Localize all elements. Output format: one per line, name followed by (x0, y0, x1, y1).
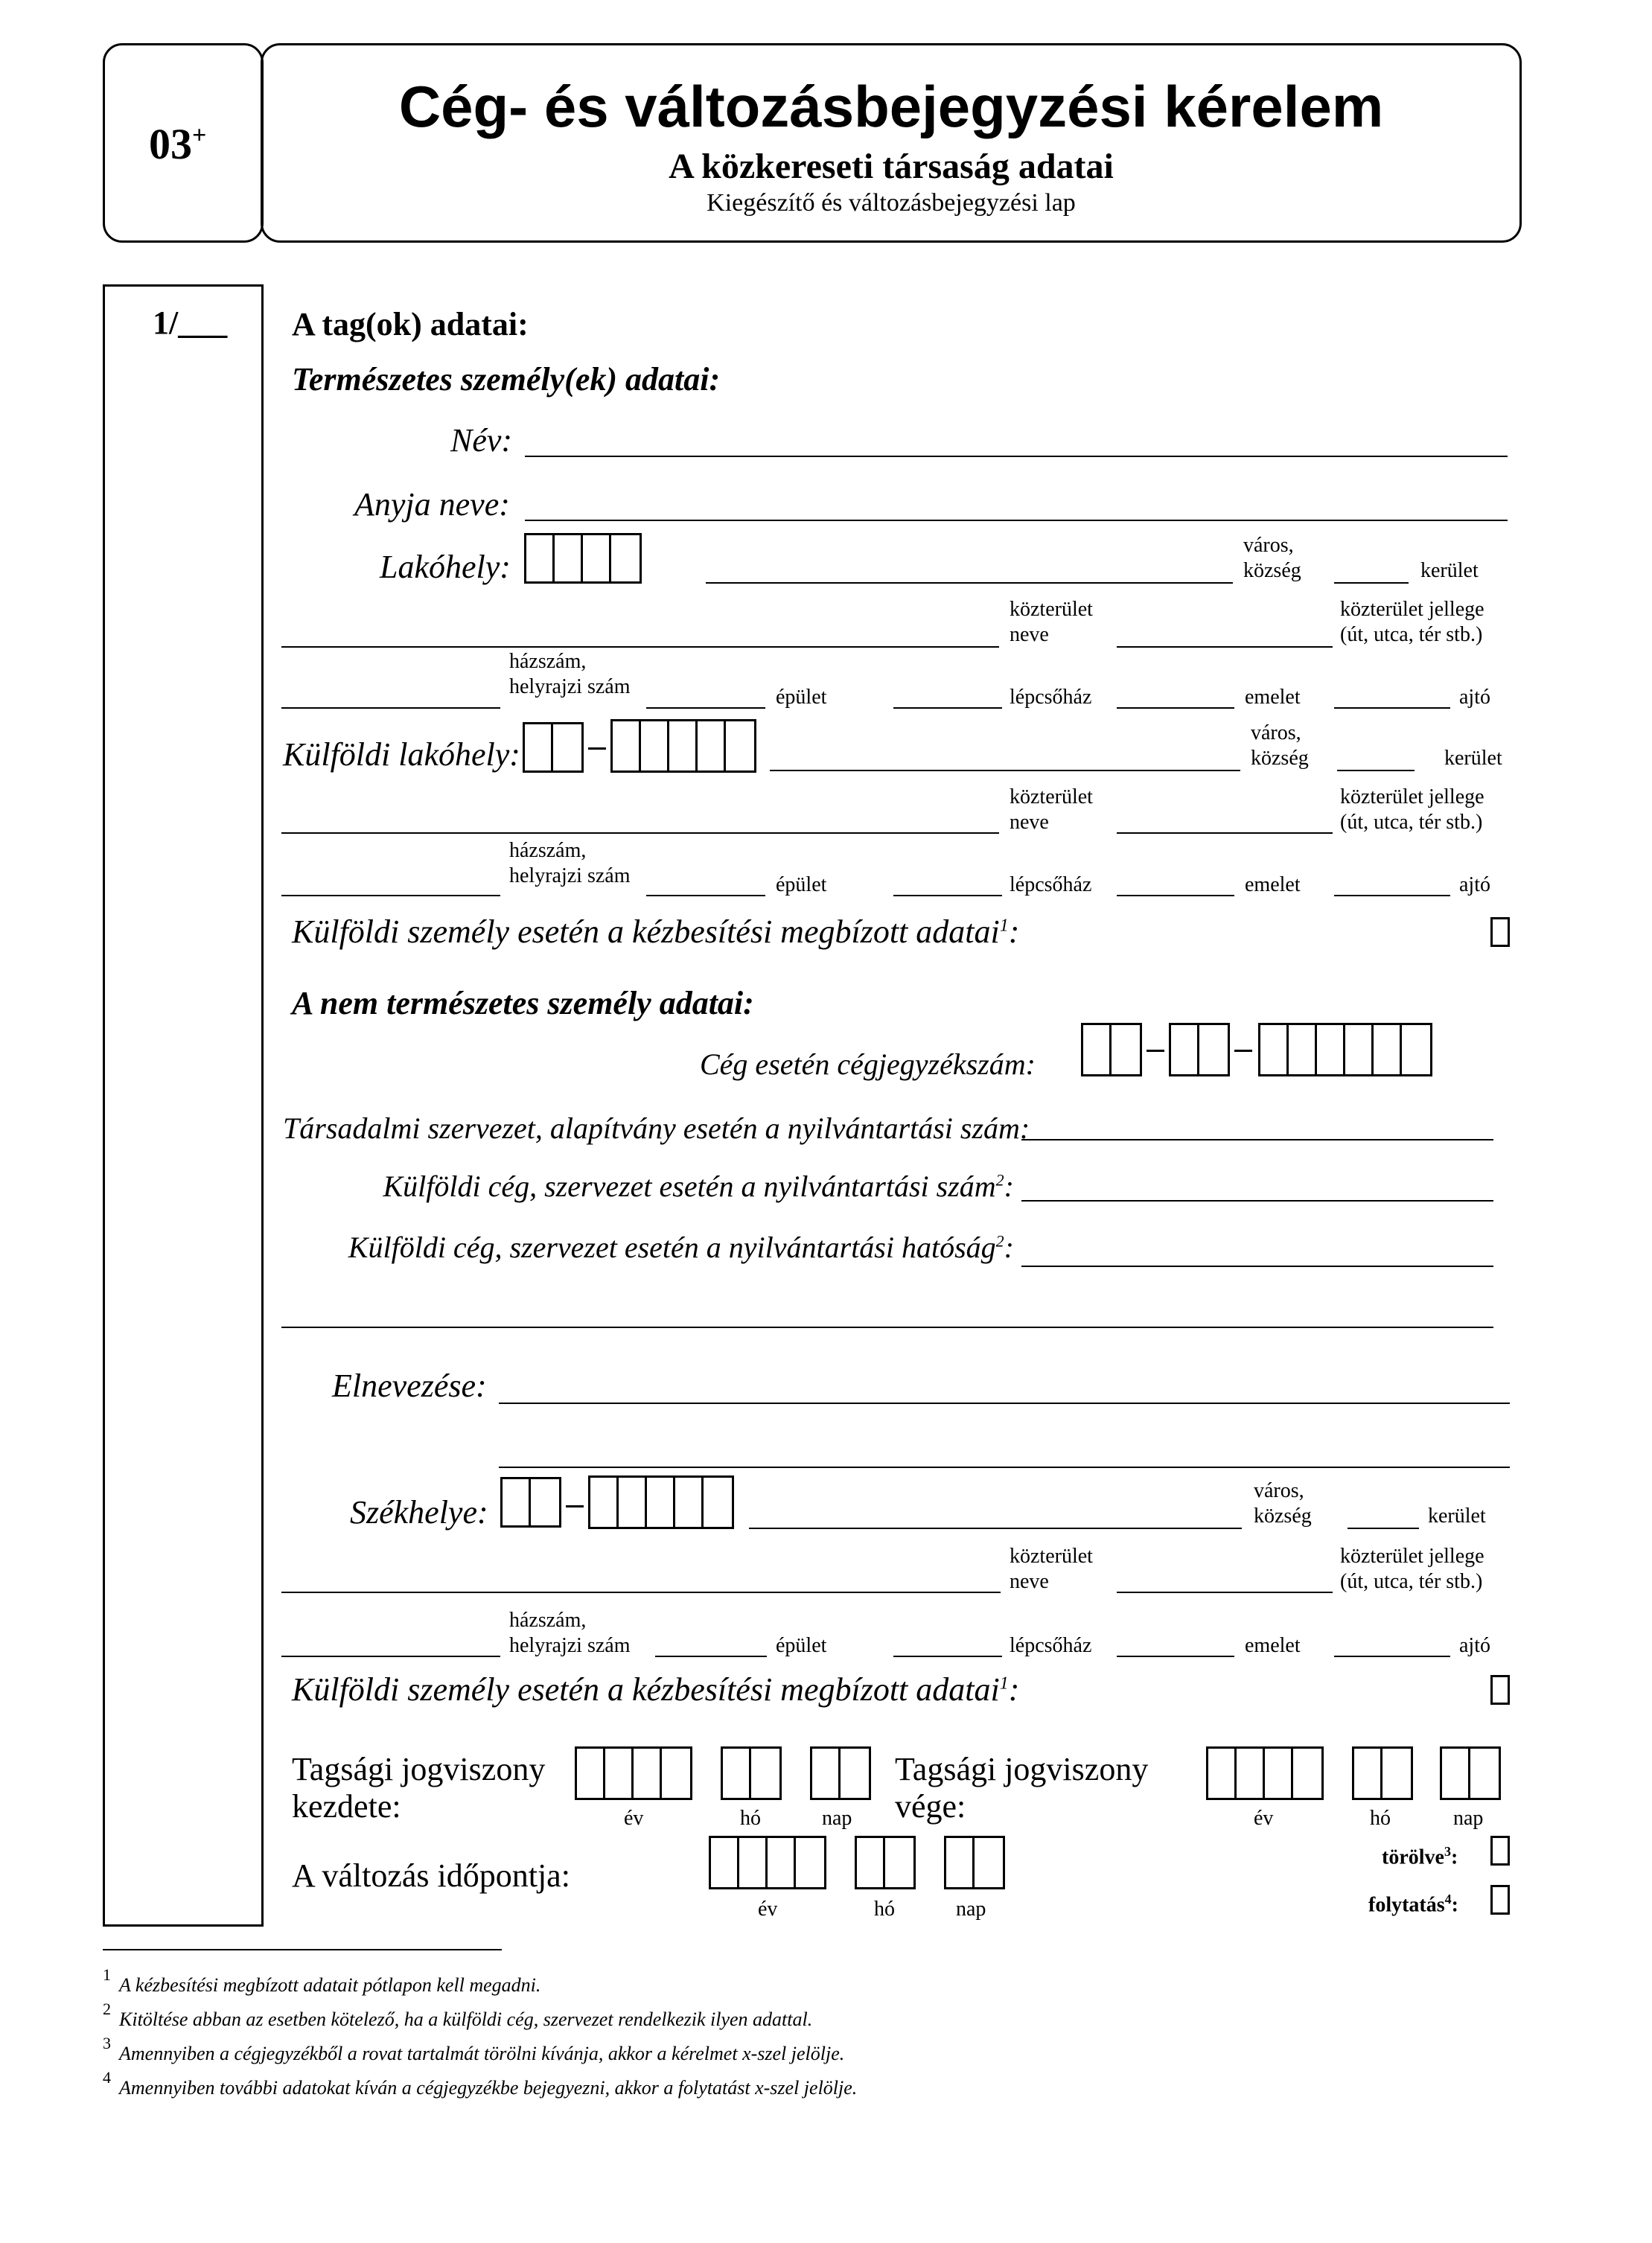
footnote-4-text: Amennyiben további adatokat kíván a cégjegyzékbe bejegyezni, akkor a folytatást x-szel jelölje. (119, 2077, 858, 2099)
delegate-label (292, 913, 1019, 951)
seat-house-number-field[interactable] (281, 1656, 500, 1657)
residence-staircase-field[interactable] (893, 707, 1002, 709)
foreign-staircase-label: lépcsőház (1010, 873, 1092, 896)
footnote-3-number: 3 (103, 2034, 111, 2052)
change-year-label: év (758, 1898, 778, 1921)
deleted-checkbox[interactable] (1490, 1836, 1510, 1866)
membership-end-year-cells[interactable] (1206, 1746, 1324, 1800)
membership-end-label: Tagsági jogviszony vége: (895, 1751, 1149, 1825)
company-registration-label: Cég esetén cégjegyzékszám: (700, 1047, 1036, 1081)
foreign-street-type-field[interactable] (1117, 832, 1333, 834)
district-label: kerület (1420, 559, 1479, 582)
door-label: ajtó (1459, 686, 1490, 709)
deleted-text: törölve (1382, 1845, 1444, 1869)
residence-house-number-field[interactable] (281, 707, 500, 709)
foreign-reg-authority-field[interactable] (1021, 1266, 1493, 1267)
seat-door-label: ajtó (1459, 1634, 1490, 1657)
members-heading: A tag(ok) adatai: (292, 306, 529, 342)
footnote-3 (103, 2034, 845, 2065)
seat-floor-label: emelet (1245, 1634, 1301, 1657)
residence-city-field[interactable] (706, 582, 1233, 584)
seat-building-label: épület (776, 1634, 827, 1657)
foreign-reg-authority-label (283, 1230, 1014, 1265)
change-month-label: hó (874, 1898, 895, 1921)
seat-building-field[interactable] (655, 1656, 767, 1657)
continuation-sup: 4 (1444, 1892, 1452, 1907)
form-code-sup: + (192, 121, 207, 150)
non-natural-person-heading: A nem természetes személy adatai: (292, 985, 754, 1021)
foreign-floor-label: emelet (1245, 873, 1301, 896)
residence-building-field[interactable] (646, 707, 765, 709)
building-label: épület (776, 686, 827, 709)
seat-staircase-label: lépcsőház (1010, 1634, 1092, 1657)
seat-delegate-colon: : (1008, 1671, 1020, 1708)
company-reg-dash-2 (1234, 1050, 1252, 1052)
foreign-reg-number-text: Külföldi cég, szervezet esetén a nyilvántartási szám (383, 1170, 996, 1203)
foreign-street-name-label: közterület neve (1010, 785, 1093, 834)
civil-org-field[interactable] (1021, 1139, 1493, 1140)
staircase-label: lépcsőház (1010, 686, 1092, 709)
footnote-3-text: Amennyiben a cégjegyzékből a rovat tartalmát törölni kívánja, akkor a kérelmet x-szel jelölje. (119, 2043, 845, 2064)
delegate-colon: : (1008, 913, 1020, 950)
deleted-sup: 3 (1444, 1844, 1451, 1859)
deleted-label (1382, 1839, 1458, 1870)
seat-street-type-field[interactable] (1117, 1592, 1333, 1593)
membership-start-year-cells[interactable] (575, 1746, 692, 1800)
continuation-checkbox[interactable] (1490, 1885, 1510, 1915)
residence-label: Lakóhely: (380, 549, 511, 585)
footnote-4 (103, 2068, 858, 2099)
seat-delegate-checkbox[interactable] (1490, 1675, 1510, 1705)
foreign-city-label: város, község (1251, 721, 1309, 770)
seat-delegate-sup: 1 (999, 1674, 1009, 1694)
foreign-street-type-label: közterület jellege (út, utca, tér stb.) (1340, 785, 1484, 834)
change-day-label: nap (956, 1898, 986, 1921)
foreign-floor-field[interactable] (1117, 895, 1234, 896)
name-field[interactable] (525, 456, 1508, 457)
footnote-separator (103, 1949, 502, 1950)
seat-postcode-cells[interactable] (588, 1475, 734, 1529)
seat-floor-field[interactable] (1117, 1656, 1234, 1657)
footnote-1-text: A kézbesítési megbízott adatait pótlapon kell megadni. (119, 1974, 541, 1996)
foreign-reg-authority-text: Külföldi cég, szervezet esetén a nyilvántartási hatóság (348, 1231, 996, 1264)
membership-start-year-label: év (624, 1807, 644, 1830)
seat-street-type-label: közterület jellege (út, utca, tér stb.) (1340, 1545, 1484, 1593)
foreign-staircase-field[interactable] (893, 895, 1002, 896)
residence-street-type-field[interactable] (1117, 646, 1333, 648)
foreign-building-label: épület (776, 873, 827, 896)
membership-start-day-cells[interactable] (810, 1746, 871, 1800)
membership-end-month-cells[interactable] (1352, 1746, 1413, 1800)
form-subsubtitle: Kiegészítő és változásbejegyzési lap (707, 189, 1076, 217)
form-code-text: 03 (149, 120, 192, 168)
org-name-field[interactable] (499, 1403, 1510, 1404)
foreign-house-number-label: házszám, helyrajzi szám (509, 839, 631, 887)
membership-start-month-label: hó (740, 1807, 761, 1830)
company-reg-court-cells[interactable] (1081, 1023, 1142, 1076)
seat-staircase-field[interactable] (893, 1656, 1002, 1657)
delegate-checkbox[interactable] (1490, 917, 1510, 947)
company-reg-form-cells[interactable] (1169, 1023, 1230, 1076)
change-day-cells[interactable] (944, 1836, 1005, 1889)
org-name-field-2[interactable] (499, 1467, 1510, 1468)
foreign-country-cells[interactable] (523, 722, 584, 773)
change-month-cells[interactable] (855, 1836, 916, 1889)
mother-name-label: Anyja neve: (354, 486, 510, 523)
section-number: 1/___ (153, 304, 228, 341)
seat-house-number-label: házszám, helyrajzi szám (509, 1609, 631, 1657)
section-number-column (103, 284, 264, 1927)
city-label: város, község (1243, 534, 1301, 582)
foreign-residence-label: Külföldi lakóhely: (283, 736, 520, 773)
delegate-label-text: Külföldi személy esetén a kézbesítési megbízott adatai (292, 913, 1000, 950)
change-date-label: A változás időpontja: (292, 1857, 570, 1894)
civil-org-label: Társadalmi szervezet, alapítvány esetén a nyilvántartási szám: (283, 1111, 1030, 1145)
residence-street-field[interactable] (281, 646, 999, 648)
seat-country-cells[interactable] (500, 1477, 561, 1528)
membership-start-month-cells[interactable] (721, 1746, 782, 1800)
seat-city-label: város, község (1254, 1479, 1312, 1528)
residence-floor-field[interactable] (1117, 707, 1234, 709)
seat-district-field[interactable] (1348, 1528, 1419, 1529)
foreign-door-label: ajtó (1459, 873, 1490, 896)
footnote-2 (103, 2000, 813, 2031)
seat-city-field[interactable] (749, 1528, 1242, 1529)
membership-start-label: Tagsági jogviszony kezdete: (292, 1751, 546, 1825)
seat-delegate-label (292, 1671, 1019, 1708)
form-title: Cég- és változásbejegyzési kérelem (398, 74, 1384, 139)
foreign-city-field[interactable] (770, 770, 1240, 771)
footnote-1 (103, 1965, 541, 1997)
continuation-label (1368, 1886, 1458, 1918)
street-name-label: közterület neve (1010, 598, 1093, 646)
foreign-reg-number-colon: : (1004, 1170, 1014, 1203)
residence-door-field[interactable] (1334, 707, 1450, 709)
form-subtitle: A közkereseti társaság adatai (669, 147, 1114, 186)
foreign-postcode-dash (588, 747, 606, 750)
membership-end-day-cells[interactable] (1440, 1746, 1501, 1800)
foreign-door-field[interactable] (1334, 895, 1450, 896)
continuation-colon: : (1451, 1893, 1458, 1917)
seat-street-field[interactable] (281, 1592, 1001, 1593)
mother-name-field[interactable] (525, 520, 1508, 521)
foreign-reg-number-sup: 2 (995, 1170, 1004, 1190)
deleted-colon: : (1450, 1845, 1458, 1869)
foreign-street-field[interactable] (281, 832, 999, 834)
seat-postcode-dash (566, 1505, 584, 1507)
seat-delegate-label-text: Külföldi személy esetén a kézbesítési megbízott adatai (292, 1671, 1000, 1708)
house-number-label: házszám, helyrajzi szám (509, 650, 631, 698)
seat-district-label: kerület (1428, 1505, 1486, 1528)
footnote-2-number: 2 (103, 2000, 111, 2018)
natural-person-heading: Természetes személy(ek) adatai: (292, 361, 721, 398)
footnote-2-text: Kitöltése abban az esetben kötelező, ha a külföldi cég, szervezet rendelkezik ilyen adattal. (119, 2009, 813, 2030)
seat-door-field[interactable] (1334, 1656, 1450, 1657)
membership-start-day-label: nap (822, 1807, 852, 1830)
foreign-building-field[interactable] (646, 895, 765, 896)
footnote-1-number: 1 (103, 1965, 111, 1984)
foreign-reg-authority-sup: 2 (995, 1231, 1004, 1251)
foreign-district-field[interactable] (1337, 770, 1415, 771)
street-type-label: közterület jellege (út, utca, tér stb.) (1340, 598, 1484, 646)
change-year-cells[interactable] (709, 1836, 826, 1889)
foreign-reg-number-label (283, 1169, 1014, 1204)
company-reg-serial-cells[interactable] (1258, 1023, 1432, 1076)
foreign-reg-authority-colon: : (1004, 1231, 1014, 1264)
floor-label: emelet (1245, 686, 1301, 709)
foreign-reg-number-field[interactable] (1021, 1200, 1493, 1202)
foreign-district-label: kerület (1444, 747, 1502, 770)
membership-end-day-label: nap (1453, 1807, 1484, 1830)
seat-label: Székhelye: (350, 1494, 488, 1531)
delegate-sup: 1 (999, 916, 1009, 936)
seat-street-name-label: közterület neve (1010, 1545, 1093, 1593)
form-code (149, 119, 206, 169)
continuation-text: folytatás (1368, 1893, 1445, 1917)
foreign-postcode-cells[interactable] (610, 719, 756, 773)
footnote-4-number: 4 (103, 2068, 111, 2087)
foreign-reg-authority-field-2[interactable] (281, 1327, 1493, 1328)
residence-district-field[interactable] (1334, 582, 1409, 584)
foreign-house-number-field[interactable] (281, 895, 500, 896)
company-reg-dash-1 (1146, 1050, 1164, 1052)
membership-end-month-label: hó (1370, 1807, 1391, 1830)
residence-postcode-cells[interactable] (524, 533, 642, 584)
org-name-label: Elnevezése: (332, 1368, 487, 1404)
name-label: Név: (450, 422, 513, 459)
membership-end-year-label: év (1254, 1807, 1274, 1830)
